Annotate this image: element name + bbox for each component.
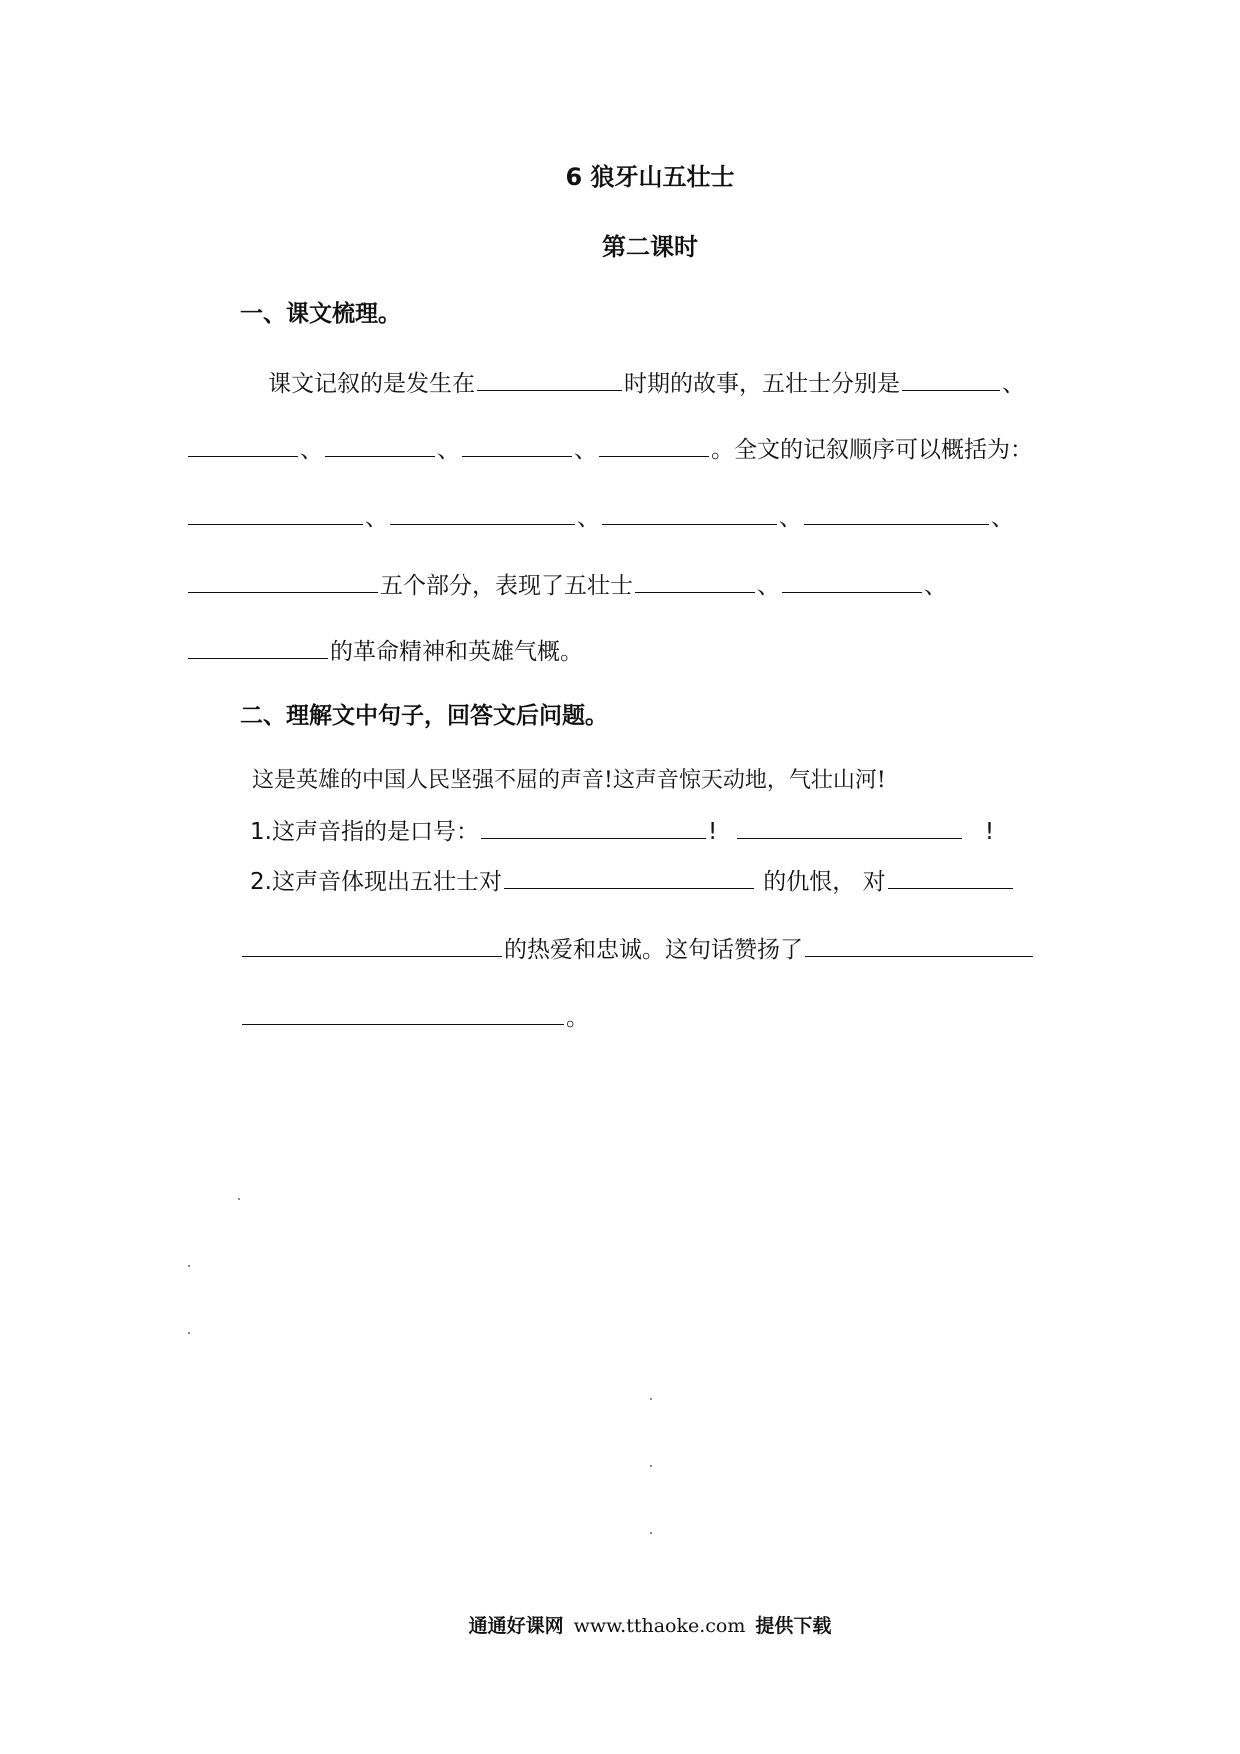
blank-part-3[interactable] xyxy=(602,498,777,525)
footer-site-name: 通通好课网 xyxy=(468,1615,564,1637)
blank-love-target-a[interactable] xyxy=(888,862,1013,889)
blank-part-1[interactable] xyxy=(188,498,363,525)
blank-slogan-2[interactable] xyxy=(737,812,962,839)
paragraph-line-4 xyxy=(186,566,947,603)
lesson-subtitle: 第二课时 xyxy=(602,233,698,261)
footer-url[interactable]: www.tthaoke.com xyxy=(573,1615,746,1637)
section-1-title: 一、课文梳理。 xyxy=(240,301,401,327)
blank-part-4[interactable] xyxy=(804,498,989,525)
blank-spirit-1[interactable] xyxy=(635,566,755,593)
text-segment: 五个部分，表现了五壮士 xyxy=(380,573,633,599)
blank-soldier-1[interactable] xyxy=(902,364,1000,391)
period: 。 xyxy=(566,1005,589,1031)
blank-period[interactable] xyxy=(477,364,622,391)
scan-speck xyxy=(650,1398,652,1400)
quoted-sentence: 这是英雄的中国人民坚强不屈的声音!这声音惊天动地，气壮山河! xyxy=(252,768,886,793)
separator: 、 xyxy=(924,573,947,599)
blank-soldier-2[interactable] xyxy=(188,430,298,457)
exclamation: ! xyxy=(984,819,995,845)
separator: 、 xyxy=(300,437,323,463)
text-segment: 的革命精神和英雄气概。 xyxy=(330,639,583,665)
text-segment: 的仇恨， 对 xyxy=(755,869,886,895)
exclamation: ! xyxy=(707,819,718,845)
page-footer xyxy=(0,1612,1240,1640)
scan-speck xyxy=(650,1465,652,1467)
separator: 、 xyxy=(1002,371,1025,397)
lesson-title: 6 狼牙山五壮士 xyxy=(565,163,735,191)
separator: 、 xyxy=(574,437,597,463)
blank-soldier-4[interactable] xyxy=(462,430,572,457)
question-1 xyxy=(250,812,994,849)
scan-speck xyxy=(238,1198,240,1200)
blank-hatred-target[interactable] xyxy=(504,862,754,889)
blank-spirit-3[interactable] xyxy=(188,632,328,659)
separator: 、 xyxy=(757,573,780,599)
blank-love-target-b[interactable] xyxy=(242,930,502,957)
blank-spirit-2[interactable] xyxy=(782,566,922,593)
scan-speck xyxy=(650,1532,652,1534)
text-segment: 课文记叙的是发生在 xyxy=(268,371,475,397)
text-segment: 。全文的记叙顺序可以概括为： xyxy=(711,437,1033,463)
separator: 、 xyxy=(577,505,600,531)
separator: 、 xyxy=(437,437,460,463)
blank-part-5[interactable] xyxy=(188,566,378,593)
question-2-line-3 xyxy=(240,998,589,1035)
blank-soldier-5[interactable] xyxy=(599,430,709,457)
question-2-line-1 xyxy=(250,862,1015,899)
paragraph-line-5 xyxy=(186,632,583,669)
separator: 、 xyxy=(779,505,802,531)
blank-praise-a[interactable] xyxy=(805,930,1033,957)
scan-speck xyxy=(188,1332,190,1334)
question-2-prompt: 2.这声音体现出五壮士对 xyxy=(250,869,502,895)
footer-suffix: 提供下载 xyxy=(755,1615,832,1637)
separator: 、 xyxy=(991,505,1014,531)
paragraph-line-3 xyxy=(186,498,1014,535)
paragraph-line-1 xyxy=(268,364,1025,401)
blank-soldier-3[interactable] xyxy=(325,430,435,457)
scan-speck xyxy=(188,1265,190,1267)
blank-part-2[interactable] xyxy=(390,498,575,525)
paragraph-line-2 xyxy=(186,430,1033,467)
question-1-prompt: 1.这声音指的是口号： xyxy=(250,819,479,845)
section-2-title: 二、理解文中句子，回答文后问题。 xyxy=(240,703,608,729)
question-2-line-2 xyxy=(240,930,1035,967)
text-segment: 的热爱和忠诚。这句话赞扬了 xyxy=(504,937,803,963)
separator: 、 xyxy=(365,505,388,531)
blank-slogan-1[interactable] xyxy=(481,812,706,839)
blank-praise-b[interactable] xyxy=(242,998,564,1025)
text-segment: 时期的故事，五壮士分别是 xyxy=(624,371,900,397)
